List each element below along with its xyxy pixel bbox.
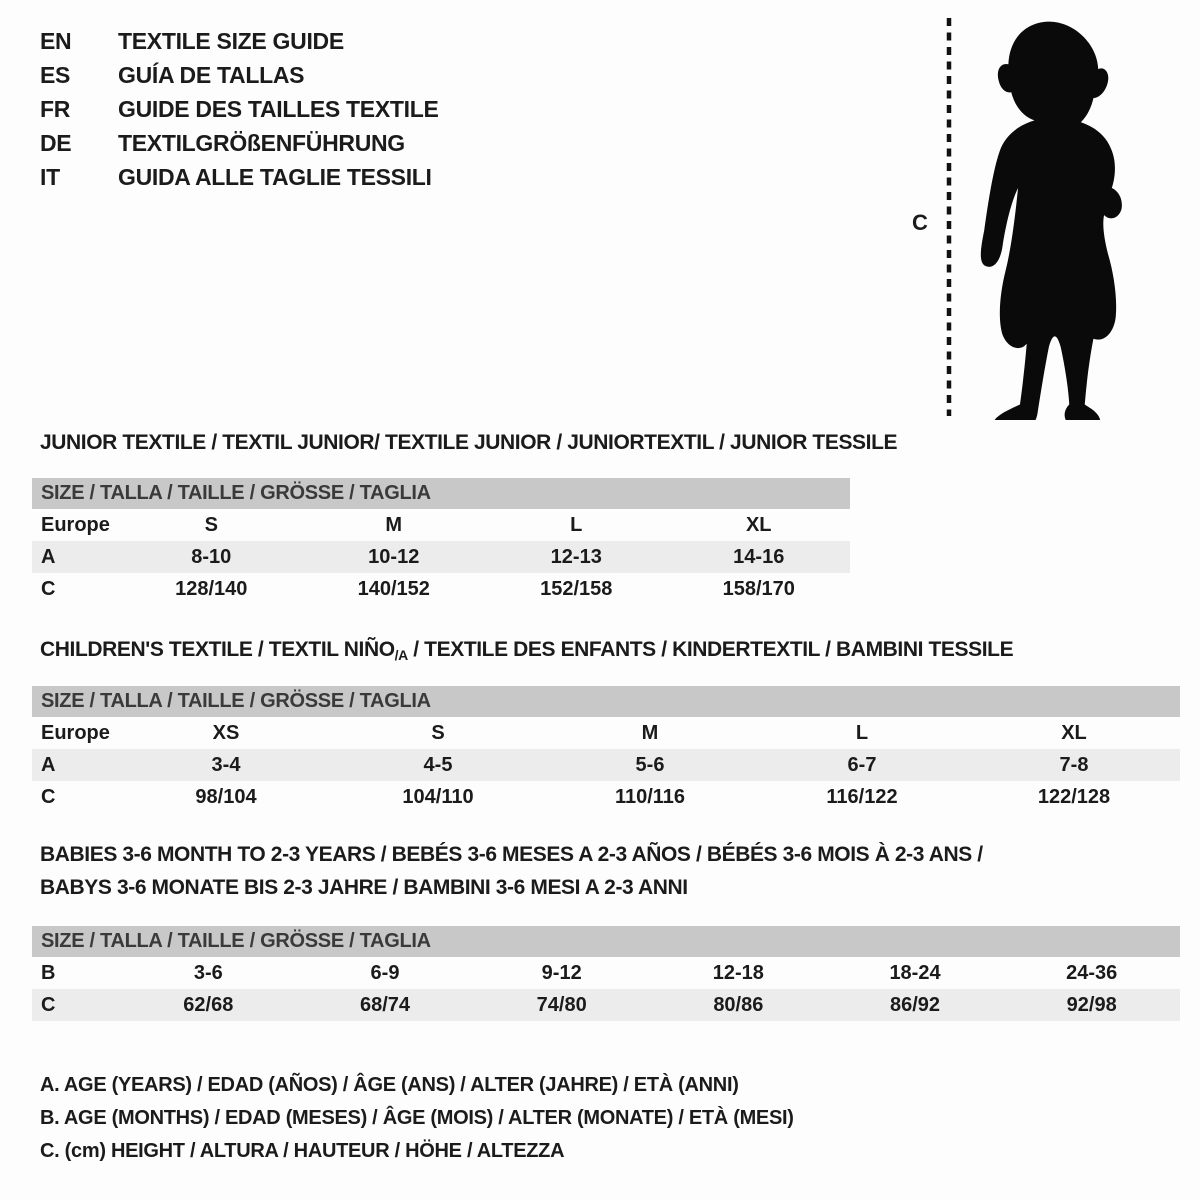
size-value: 80/86 xyxy=(713,993,764,1016)
language-code: ES xyxy=(40,62,71,88)
size-value: XS xyxy=(212,721,240,744)
row-label: A xyxy=(41,753,56,776)
size-header-label: SIZE / TALLA / TAILLE / GRÖSSE / TAGLIA xyxy=(41,930,431,952)
size-header-bar xyxy=(32,478,850,509)
size-value: 3-4 xyxy=(211,753,241,776)
row-label: A xyxy=(41,545,56,568)
language-title: GUIDA ALLE TAGLIE TESSILI xyxy=(118,164,432,190)
size-value: 14-16 xyxy=(733,545,785,568)
size-value: 18-24 xyxy=(889,961,941,984)
size-value: 12-18 xyxy=(712,961,764,984)
language-row-es xyxy=(40,58,439,92)
row-label: C xyxy=(41,993,56,1016)
language-title: TEXTILE SIZE GUIDE xyxy=(118,28,344,54)
size-value: 152/158 xyxy=(540,577,613,600)
row-label: C xyxy=(41,785,56,808)
table-row xyxy=(32,749,1180,781)
size-value: 12-13 xyxy=(550,545,602,568)
size-value: 4-5 xyxy=(423,753,453,776)
babies-size-table xyxy=(32,926,1180,1021)
table-row xyxy=(32,509,850,541)
babies-section-title-line2: BABYS 3-6 MONATE BIS 2-3 JAHRE / BAMBINI 3-6 MESI A 2-3 ANNI xyxy=(40,876,688,899)
language-row-fr xyxy=(40,92,439,126)
height-measure-label: C xyxy=(912,210,928,235)
language-code: IT xyxy=(40,164,60,190)
size-value: M xyxy=(385,513,403,536)
footnote-c: C. (cm) HEIGHT / ALTURA / HAUTEUR / HÖHE / ALTEZZA xyxy=(40,1140,565,1162)
size-value: 92/98 xyxy=(1066,993,1117,1016)
children-title-sub: /A xyxy=(394,647,408,663)
size-value: 110/116 xyxy=(614,785,686,808)
language-title: GUIDE DES TAILLES TEXTILE xyxy=(118,96,439,122)
size-header-bar xyxy=(32,926,1180,957)
language-code: FR xyxy=(40,96,71,122)
size-value: 6-9 xyxy=(370,961,400,984)
language-code: DE xyxy=(40,130,72,156)
size-value: 128/140 xyxy=(175,577,248,600)
size-value: 24-36 xyxy=(1066,961,1118,984)
children-title-pre: CHILDREN'S TEXTILE / TEXTIL NIÑO xyxy=(40,638,395,661)
size-value: L xyxy=(855,721,869,744)
table-row xyxy=(32,573,850,605)
size-value: 122/128 xyxy=(1037,785,1111,808)
junior-size-table xyxy=(32,478,850,605)
row-label: Europe xyxy=(41,721,110,744)
children-title-post: / TEXTILE DES ENFANTS / KINDERTEXTIL / BAMBINI TESSILE xyxy=(407,638,1014,661)
children-size-table xyxy=(32,686,1180,813)
language-row-de xyxy=(40,126,439,160)
size-value: XL xyxy=(1061,721,1087,744)
table-row xyxy=(32,989,1180,1021)
size-value: 8-10 xyxy=(191,545,232,568)
footnote-b: B. AGE (MONTHS) / EDAD (MESES) / ÂGE (MOIS) / ALTER (MONATE) / ETÀ (MESI) xyxy=(40,1107,794,1129)
size-value: 62/68 xyxy=(183,993,234,1016)
table-row xyxy=(32,781,1180,813)
language-row-it xyxy=(40,160,439,194)
height-dashed-line xyxy=(944,16,954,418)
size-value: 104/110 xyxy=(402,785,474,808)
table-row xyxy=(32,541,850,573)
size-value: 9-12 xyxy=(541,961,582,984)
table-row xyxy=(32,717,1180,749)
junior-section-title: JUNIOR TEXTILE / TEXTIL JUNIOR/ TEXTILE JUNIOR / JUNIORTEXTIL / JUNIOR TESSILE xyxy=(40,431,898,454)
table-row xyxy=(32,957,1180,989)
size-header-bar xyxy=(32,686,1180,717)
footnote-a: A. AGE (YEARS) / EDAD (AÑOS) / ÂGE (ANS) / ALTER (JAHRE) / ETÀ (ANNI) xyxy=(40,1074,739,1096)
size-value: 5-6 xyxy=(635,753,665,776)
size-value: 86/92 xyxy=(889,993,941,1016)
size-value: 158/170 xyxy=(722,577,795,600)
size-value: 74/80 xyxy=(536,993,587,1016)
row-label: B xyxy=(41,961,56,984)
size-value: 6-7 xyxy=(847,753,877,776)
size-value: 10-12 xyxy=(368,545,420,568)
size-header-label: SIZE / TALLA / TAILLE / GRÖSSE / TAGLIA xyxy=(41,482,431,504)
row-label: Europe xyxy=(41,513,110,536)
babies-section-title-line1: BABIES 3-6 MONTH TO 2-3 YEARS / BEBÉS 3-6 MESES A 2-3 AÑOS / BÉBÉS 3-6 MOIS À 2-3 ANS / xyxy=(40,843,983,866)
size-value: S xyxy=(431,721,445,744)
size-value: M xyxy=(641,721,659,744)
size-value: 140/152 xyxy=(357,577,430,600)
children-section-title xyxy=(40,638,1013,663)
size-value: 7-8 xyxy=(1059,753,1089,776)
toddler-silhouette xyxy=(960,14,1136,420)
language-title: GUÍA DE TALLAS xyxy=(118,62,305,88)
size-value: XL xyxy=(745,513,772,536)
size-value: 98/104 xyxy=(195,785,257,808)
size-value: 68/74 xyxy=(359,993,411,1016)
size-value: 116/122 xyxy=(826,785,898,808)
size-value: L xyxy=(570,513,583,536)
language-row-en xyxy=(40,24,439,58)
size-value: 3-6 xyxy=(193,961,223,984)
language-title-block xyxy=(40,24,439,194)
row-label: C xyxy=(41,577,56,600)
language-title: TEXTILGRÖßENFÜHRUNG xyxy=(118,130,405,156)
size-header-label: SIZE / TALLA / TAILLE / GRÖSSE / TAGLIA xyxy=(41,690,431,712)
size-value: S xyxy=(204,513,218,536)
language-code: EN xyxy=(40,28,72,54)
